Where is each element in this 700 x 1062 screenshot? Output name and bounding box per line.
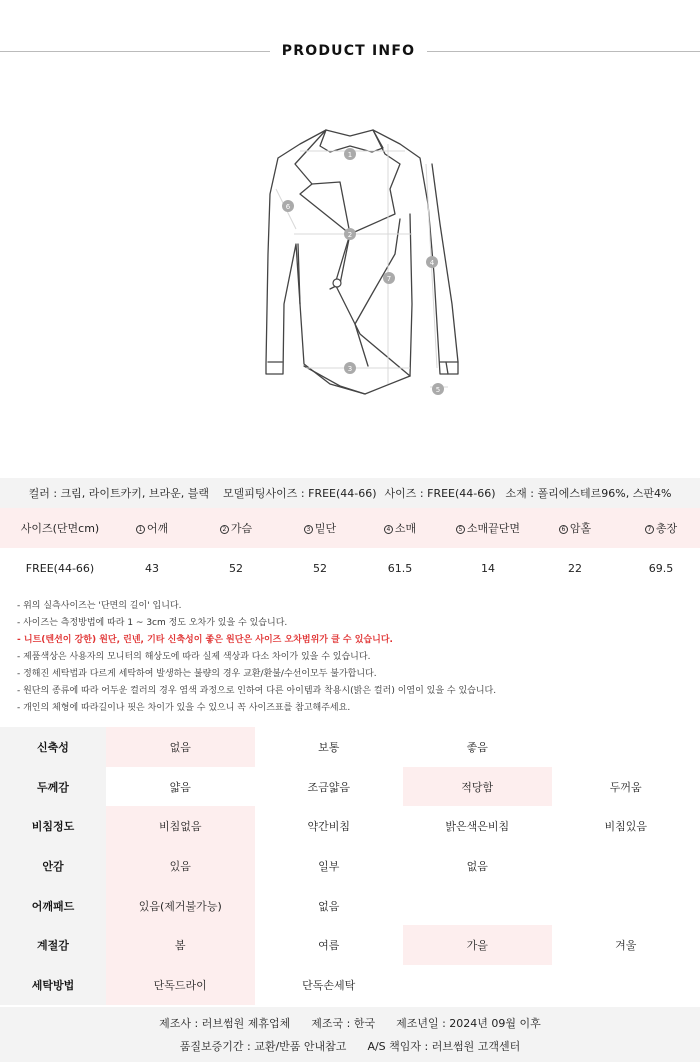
info-color: 컬러 : 크림, 라이트카키, 브라운, 블랙: [28, 487, 210, 500]
feel-option: 가을: [403, 925, 552, 965]
feel-label: 비침정도: [0, 806, 106, 846]
feel-row-stretch: [0, 727, 700, 767]
info-model-size: 모델피팅사이즈 : FREE(44-66): [223, 487, 377, 500]
feel-option: 일부: [318, 859, 340, 873]
marker-4-label: 4: [429, 259, 435, 267]
table-row: [0, 548, 700, 588]
footer-line-1: [0, 1015, 700, 1031]
feel-option: 약간비침: [307, 820, 350, 834]
feel-label: 신축성: [0, 727, 106, 767]
feel-option: 좋음: [466, 740, 488, 754]
feel-option: 겨울: [615, 939, 637, 953]
size-table: [0, 508, 700, 588]
feel-option: 있음: [106, 846, 255, 886]
feel-option: 적당함: [403, 767, 552, 807]
feel-label: 두께감: [0, 767, 106, 807]
size-header-hem: 3 밑단: [288, 520, 352, 536]
size-cell: 69.5: [648, 561, 674, 575]
size-notes: [17, 598, 687, 717]
feel-option: 조금얇음: [307, 780, 350, 794]
footer-as: A/S 책임자 : 러브썸원 고객센터: [367, 1040, 521, 1053]
feel-option: 두꺼움: [609, 780, 642, 794]
footer-warranty: 품질보증기간 : 교환/반품 안내참고: [179, 1040, 347, 1053]
size-header-length: 7 총장: [622, 520, 700, 536]
size-cell: 14: [481, 561, 495, 575]
feel-option: 밝은색은비침: [445, 820, 510, 834]
feel-option: 여름: [318, 939, 340, 953]
marker-7-label: 7: [386, 275, 392, 283]
feel-option: 없음: [318, 899, 340, 913]
manufacturer-footer: [0, 1007, 700, 1062]
feel-option: [552, 727, 700, 767]
feel-option: [403, 965, 552, 1005]
marker-3-label: 3: [347, 365, 353, 373]
marker-2-label: 2: [347, 231, 353, 239]
product-info-bar: [0, 478, 700, 508]
feel-option: 단독손세탁: [302, 978, 356, 992]
feel-option: 없음: [466, 859, 488, 873]
divider-left: [0, 51, 270, 52]
feel-option: 있음(제거불가능): [106, 886, 255, 926]
feel-option: 단독드라이: [106, 965, 255, 1005]
size-header-armhole: 6 암홀: [528, 520, 622, 536]
feel-row-sheerness: [0, 806, 700, 846]
feel-option: 없음: [106, 727, 255, 767]
size-cell: 22: [568, 561, 582, 575]
size-header-shoulder: 1 어깨: [120, 520, 184, 536]
size-cell: 52: [229, 561, 243, 575]
size-cell: 43: [145, 561, 159, 575]
feel-option: 비침있음: [604, 820, 647, 834]
info-material: 소재 : 폴리에스테르96%, 스판4%: [505, 487, 672, 500]
feel-option: [552, 846, 700, 886]
feel-option: 보통: [318, 740, 340, 754]
feel-row-thickness: [0, 767, 700, 807]
note-line: - 원단의 종류에 따라 어두운 컬러의 경우 염색 과정으로 인하여 다른 아이템과 착용시(밝은 컬러) 이염이 있을 수 있습니다.: [17, 686, 497, 696]
button-shape: [333, 279, 341, 287]
size-table-header: [0, 508, 700, 548]
note-line: - 개인의 체형에 따라길이나 핏은 차이가 있을 수 있으니 꼭 사이즈표를 참고해주세요.: [17, 703, 351, 713]
size-header-size: 사이즈(단면cm): [20, 522, 100, 535]
size-header-sleeve: 4 소매: [352, 520, 448, 536]
feel-label: 어깨패드: [0, 886, 106, 926]
footer-date: 제조년일 : 2024년 09월 이후: [396, 1017, 541, 1030]
note-line-warning: - 니트(텐션이 강한) 원단, 린넨, 기타 신축성이 좋은 원단은 사이즈 오차범위가 클 수 있습니다.: [17, 635, 393, 645]
section-title: PRODUCT INFO: [281, 43, 416, 59]
marker-6-label: 6: [285, 203, 291, 211]
feel-option: 봄: [106, 925, 255, 965]
footer-line-2: [0, 1038, 700, 1054]
feel-row-shoulder-pad: [0, 886, 700, 926]
feel-option: [552, 886, 700, 926]
note-line: - 정해진 세탁법과 다르게 세탁하여 발생하는 불량의 경우 교환/환불/수선이모두 불가합니다.: [17, 669, 377, 679]
info-size: 사이즈 : FREE(44-66): [384, 487, 496, 500]
feel-label: 계절감: [0, 925, 106, 965]
divider-right: [427, 51, 700, 52]
size-header-chest: 2 가슴: [184, 520, 288, 536]
feel-option: 비침없음: [106, 806, 255, 846]
feel-label: 세탁방법: [0, 965, 106, 1005]
marker-5-label: 5: [435, 386, 441, 394]
size-cell: 61.5: [387, 561, 413, 575]
note-line: - 사이즈는 측정방법에 따라 1 ~ 3cm 정도 오차가 있을 수 있습니다.: [17, 618, 288, 628]
size-cell: FREE(44-66): [25, 561, 95, 575]
jacket-sketch: [0, 104, 700, 476]
feel-row-washing: [0, 965, 700, 1005]
jacket-illustration: [0, 104, 700, 476]
feel-option: [552, 965, 700, 1005]
feel-row-season: [0, 925, 700, 965]
feel-row-lining: [0, 846, 700, 886]
feel-option: 얇음: [169, 780, 191, 794]
fabric-feel-table: [0, 727, 700, 1005]
size-cell: 52: [313, 561, 327, 575]
marker-1-label: 1: [347, 151, 353, 159]
feel-label: 안감: [0, 846, 106, 886]
size-header-sleeve-end: 5 소매끝단면: [448, 520, 528, 536]
footer-maker: 제조사 : 러브썸원 제휴업체: [159, 1017, 291, 1030]
note-line: - 위의 실측사이즈는 '단면의 길이' 입니다.: [17, 601, 182, 611]
footer-country: 제조국 : 한국: [311, 1017, 376, 1030]
feel-option: [403, 886, 552, 926]
note-line: - 제품색상은 사용자의 모니터의 해상도에 따라 실제 색상과 다소 차이가 있을 수 있습니다.: [17, 652, 371, 662]
product-info-header: [0, 0, 700, 104]
